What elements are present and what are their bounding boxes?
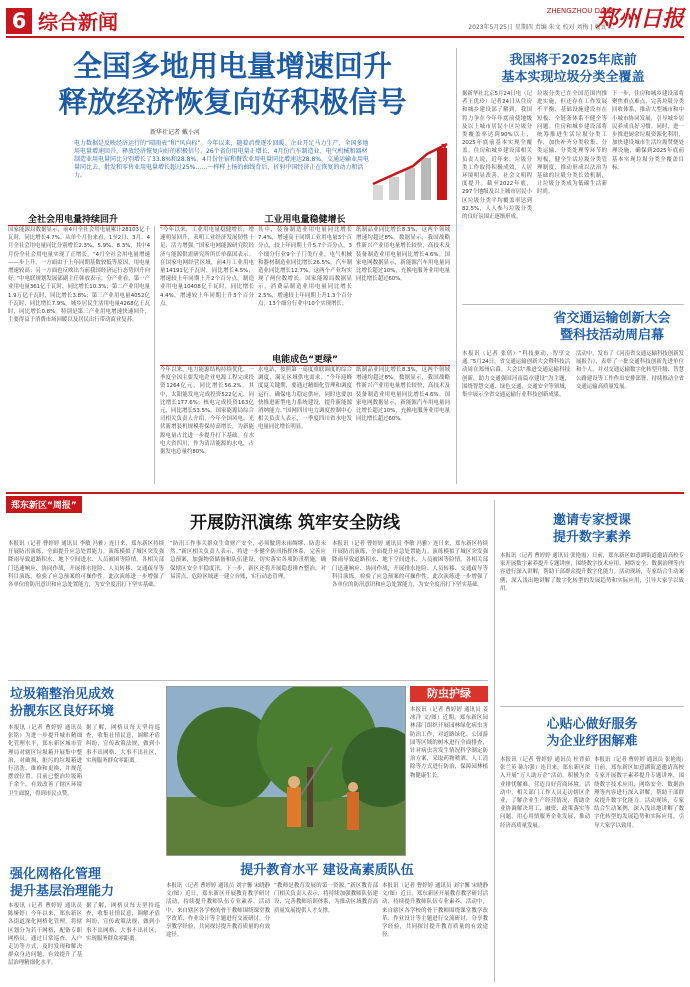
growth-chart-illustration: [365, 140, 453, 205]
right-separator: [500, 706, 684, 707]
grid-column-1: 本报讯（记者 曹婷婷 通讯员 陈娅婷）今年以来，郑东新区各街道深化网格化管理，将辖区划分为若干网格，配备专职网格员，通过日常巡查、入户走访等方式，及时发现和解决群众身边问题，有效提升了基层治理精细化水平。: [8, 903, 82, 967]
sidebar-headline: [462, 52, 684, 86]
garbage-title-line2: 扮靓东区良好环境: [10, 704, 115, 719]
lead-column-6: 水电站，按照第一高度重联调度的综合调度，满足区域供电需求。“今年迎峰度夏关键期，要通过精细化管理和调度运行，确保电力稳定供应，同时也要加快推进新型电力系统建设，提升新能源消纳能力。”国网四川电力调度控制中心相关负责人表示，一季度四川省水电发电量同比增长明显。: [258, 367, 352, 431]
subhead-industry: 工业用电量稳健增长: [160, 212, 450, 226]
garbage-column-2: 据了解，网格员每天坚持巡查，收集社情民意，调解矛盾纠纷，宣传政策法规，做到小事不出网格、大事不出社区，实现服务群众零距离。: [86, 725, 160, 764]
newspaper-logo: 郑州日报: [595, 6, 684, 32]
garbage-column-1: 本报讯（记者 曹婷婷 通讯员 张铭）为进一步提升城市精细化管理水平，郑东新区城市管理局对辖区垃圾箱开展集中整治，对破损、脏污的垃圾箱进行清洗、维修和更换，并规范摆放位置。目前已整治垃圾箱千余个，有效改善了辖区环境卫生面貌，得到市民点赞。: [8, 725, 82, 797]
lead-headline-line1: 全国多地用电量增速回升: [72, 49, 392, 83]
lead-column-3: 其中，装备制造业用电量同比增长7.4%，增速高于同期工业用电量3个百分点，较上年同期上升5.7个百分点，3个细分行业9个子门类行业，电气机械和器材制造业同比增长26.5%，汽车制造业同比增长12.7%，这两个产业均实现了两位数增长。国家能源局数据显示，消费品制造业用电量同比增长2.5%，增速较上年同期上升1.3个百分点，13个细分行业中10个实现增长。: [258, 227, 352, 307]
section-title: 综合新闻: [38, 10, 118, 34]
lead-column-1: 国家能源局数据显示，前4月全社会用电量累计28103亿千瓦时，同比增长4.7%。从单个月份来看，1至2月、3月、4月全社会用电量同比分别增长2.3%、5.9%、8.3%，其中4月份全社会用电量实现了正增长。“4月全社会用电量增速——步上升，一方面由于上年同期基数较低等原因，用电量增速较高；另一方面也反映出当前我国经济运行态势回升向好。”中电联规划发展部副主任韩放表示。分产业看，第一产业用电量361亿千瓦时，同比增长10.3%；第二产业用电量1.9万亿千瓦时，同比增长3.8%；第三产业用电量4052亿千瓦时，同比增长7.9%。城乡居民生活用电量4268亿千瓦时，同比增长0.8%。特别是第三产业用电增速快速回升，主要得益于消费市场回暖以及居民出行带动商业复苏。: [8, 227, 150, 324]
heart-column-1: 本报讯（记者 曹婷婷 通讯员 杜晋茹 张兰英 陈尔强）连日来，郑东新区深入开展“万人助万企”活动，积极为企业排忧解难，营造良好营商环境。活动中，相关部门工作人员走访辖区企业，了解企业生产经营情况，帮助企业协调解决用工、融资、政策落实等问题，用心用情服务企业发展，推动经济高质量发展。: [500, 757, 590, 829]
sidebar2-headline-line2: 暨科技活动周启幕: [559, 328, 664, 343]
heart-title: [500, 716, 684, 750]
lead-headline: [20, 48, 445, 120]
sidebar2-headline-line1: 省交通运输创新大会: [553, 311, 671, 326]
edu-column-2: “教师是教育发展的第一资源。”新区教育部门相关负责人表示，将持续加强教师队伍建设，完善教师培训体系，为推动区域教育高质量发展提供人才支撑。: [274, 883, 378, 914]
news-photo: [166, 686, 406, 856]
heart-title-line1: 心贴心做好服务: [546, 717, 638, 732]
weekly-divider: [494, 500, 495, 982]
photo-illustration: [167, 687, 406, 856]
column-divider: [154, 226, 155, 484]
edu-title: 提升教育水平 建设高素质队伍: [240, 863, 414, 878]
weekly-main-column-1: 本报讯（记者 曹婷婷 通讯员 李敏 冯雅）连日来，郑东新区持续开展防汛演练，全面提升应急处置能力。演练模拟了城区突发强降雨导致道路积水、地下空间进水、人员被困等险情，各相关部门迅速响应、协同作战，开展排水抢险、人员转移、交通疏导等科目演练，检验了应急预案的可操作性。此次演练进一步增强了各单位的防汛意识和应急处置能力，为安全度汛打下坚实基础。: [8, 541, 164, 589]
sidebar2-headline: [540, 310, 684, 344]
sidebar-headline-line2: 基本实现垃圾分类全覆盖: [501, 70, 645, 85]
lead-byline: 新华社记者 戴小河: [150, 129, 200, 136]
expert-title-line1: 邀请专家授课: [552, 513, 631, 528]
weekly-main-title: 开展防汛演练 筑牢安全防线: [190, 513, 400, 533]
flood-tag: 防虫护绿: [410, 686, 488, 702]
grid-title-line2: 提升基层治理能力: [10, 884, 115, 899]
expert-title-line2: 提升数字素养: [552, 530, 631, 545]
sidebar-headline-line1: 我国将于2025年底前: [509, 53, 637, 68]
grid-title: [10, 866, 160, 900]
page-number: 6: [6, 8, 32, 34]
expert-title: [500, 512, 684, 546]
garbage-title-line1: 垃圾箱整治见成效: [10, 687, 115, 702]
subhead-electricity: 全社会用电量持续回升: [8, 212, 138, 226]
edu-column-3: 本报讯（记者 曹婷婷 通讯员 刘宇馨 宋晓静 文/图）近日，郑东新区开展教育教学研讨活动，持续提升教师队伍专业素养。活动中，来自辖区各学校的骨干教师围绕课堂教学改革、作业设计等主题进行交流研讨，分享教学经验，共同探讨提升教育质量的有效途径。: [382, 883, 488, 939]
garbage-title: [10, 686, 160, 720]
lead-column-2: “今年以来，工业用电量稳健增长，增速明显回升，表明工业经济发展韧性十足、活力增强。”国家电网能源研究院经济与能源供需研究所所长单葆国表示。在国家电网经营区域，前4月工业用电量14191亿千瓦时，同比增长4.5%，增速较上年同期上升2个百分点。制造业用电量10408亿千瓦时，同比增长4.4%，增速较上年同期上升3个百分点。: [160, 227, 254, 307]
lead-column-4: 纸制品业同比增长8.3%，这两个领域增速均超过8%。数据显示，我国战略性新兴产业用电量增长较快，高技术及装备制造业用电量同比增长4.6%。国家电网数据显示，新能源汽车用电量同比增长超过10%，充换电服务业用电量同比增长超过60%。: [356, 227, 450, 283]
masthead: [6, 4, 684, 38]
lead-column-7: 纸制品业同比增长8.3%，这两个领域增速均超过8%。数据显示，我国战略性新兴产业用电量增长较快，高技术及装备制造业用电量同比增长4.6%。国家电网数据显示，新能源汽车用电量同比增长超过10%，充换电服务业用电量同比增长超过60%。: [356, 367, 450, 423]
section-rule: [6, 492, 684, 494]
weekly-main-column-2: “防汛工作事关群众生命财产安全，必须做到未雨绸缪、防患未然。”新区相关负责人表示，将进一步健全防汛指挥体系，完善应急预案，加强物资储备和队伍建设，切实落实各项防汛措施，确保辖区安全平稳度汛。下一步，新区还将开展隐患排查整治，对易涝点、危险区域逐一建立台账，实行动态管理。: [170, 541, 326, 580]
expert-text: 本报讯（记者 曹婷婷 通讯员 张艳霞）日前，郑东新区如意湖街道邀请高校专家开展数字素养提升专题讲座，围绕数字技术应用、网络安全、数据治理等内容进行深入讲解，帮助干部群众提升数字化能力。活动现场，专家结合生动案例，深入浅出地讲解了数字化转型的发展趋势和实际应用，引导大家学以致用。: [500, 553, 684, 592]
issue-info: 2023年5月25日 星期四 责编 朱文 校对 刘梅 | 版式 ...: [468, 24, 614, 31]
sidebar-column-2: 垃圾分类已在全国范围内推进实施，但还存在工作发展不平衡、基础设施建设存在短板、全链条体系不健全等问题。住房和城乡建设部将统筹推进生活垃圾分类工作，加快补齐分类收集、分类运输、分类处理等环节的短板，健全生活垃圾分类管理制度，推动形成以法治为基础的垃圾分类长效机制，让垃圾分类成为低碳生活新时尚。: [537, 91, 607, 196]
heart-title-line2: 为企业纾困解难: [546, 734, 638, 749]
subhead-green-power: 电能成色“更绿”: [160, 352, 450, 366]
grid-title-line1: 强化网格化管理: [10, 867, 102, 882]
weekly-separator: [8, 680, 488, 681]
grid-column-2: 据了解，网格员每天坚持巡查，收集社情民意，调解矛盾纠纷，宣传政策法规，做到小事不出网格、大事不出社区，实现服务群众零距离。: [86, 903, 160, 942]
sidebar-column-3: 下一步，住房和城乡建设部将聚焦重点难点，完善垃圾分类回收体系，推动大型城市和中小城市协同发展，引导城乡居民养成良好习惯。同时，进一步推进厨余垃圾资源化利用，加快建设城市生活垃圾焚烧处理设施，确保到2025年底前基本实现垃圾分类全覆盖目标。: [612, 91, 684, 171]
lead-headline-line2: 释放经济恢复向好积极信号: [58, 85, 407, 119]
weekly-main-column-3: 本报讯（记者 曹婷婷 通讯员 李敏 冯雅）连日来，郑东新区持续开展防汛演练，全面提升应急处置能力。演练模拟了城区突发强降雨导致道路积水、地下空间进水、人员被困等险情，各相关部门迅速响应、协同作战，开展排水抢险、人员转移、交通疏导等科目演练，检验了应急预案的可操作性。此次演练进一步增强了各单位的防汛意识和应急处置能力，为安全度汛打下坚实基础。: [332, 541, 488, 589]
sidebar-divider: [456, 48, 457, 484]
flood-text: 本报讯（记者 曹婷婷 通讯员 姜冰洋 文/图）近期，郑东新区园林部门组织开展园林绿化病虫害防治工作，对道路绿化、公园游园等区域的树木进行全面排查，针对病虫害发生情况科学制定防治方案，采取药物喷洒、人工清除等方式进行防治，保障园林植物健康生长。: [410, 707, 488, 779]
sidebar-separator: [462, 304, 684, 305]
sidebar2-column-1: 本报讯（记者 张倩）“科技驱动，智享交通。”5月24日，省交通运输创新大会暨科技活动周在郑州启幕。大会以“推进交通运输科技创新，助力交通强国河南篇章建设”为主题，围绕智慧交通、绿色交通、交通安全等领域，集中展示全省交通运输行业科技创新成果。: [462, 351, 570, 399]
lead-column-5: 今年以来，电力能源结构持续优化，一季度全国主要发电企业电源工程完成投资1264亿元，同比增长56.2%。其中，太阳能发电完成投资522亿元，同比增长177.6%；核电完成投资163亿元，同比增长53.5%。国家能源局综合司相关负责人介绍，今年全国风电、光伏新增装机规模将保持高增长，为新能源电量占比进一步提升打下基础。在水电大省四川，作为清洁能源的水电，占据发电总量约80%。: [160, 367, 254, 456]
sidebar-column-1: 据新华社北京5月24日电（记者王优玲）记者24日从住房和城乡建设部了解到，我国将力争在今年年底前使地级及以上城市居民小区垃圾分类覆盖率达到90%以上，2025年底前基本实现全覆盖。住房和城乡建设部相关负责人说，近年来，垃圾分类工作取得积极成效，人居环境明显改善，社会文明程度提升。截至2022年底，297个地级及以上城市居民小区垃圾分类平均覆盖率达到82.5%，人人参与垃圾分类的良好氛围正逐渐形成。: [462, 91, 532, 221]
lead-summary: 电力数据是反映经济运行的“晴雨表”和“风向标”。今年以来，随着消费逐步回暖、企业开足马力生产，全国多地用电量增速回升，释放经济恢复向好的积极信号。26个省份用电量正增长，4月份汽车制造业、电气机械和器材制造业用电量同比分别增长了33.8%和28.8%，4月份住宿和餐饮业用电量同比增速达28.8%，交通运输业用电量同比去、批发和零售业用电量增长超过25%……一样样上扬的曲线背后，折射中国经济正在恢复的动力和活力。: [70, 136, 375, 206]
newspaper-name-en: ZHENGZHOU DAILY: [546, 7, 614, 15]
edu-column-1: 本报讯（记者 曹婷婷 通讯员 刘宇馨 宋晓静 文/图）近日，郑东新区开展教育教学研讨活动，持续提升教师队伍专业素养。活动中，来自辖区各学校的骨干教师围绕课堂教学改革、作业设计等主题进行交流研讨，分享教学经验，共同探讨提升教育质量的有效途径。: [166, 883, 270, 939]
heart-column-2: 本报讯（记者 曹婷婷 通讯员 张艳霞）日前，郑东新区如意湖街道邀请高校专家开展数字素养提升专题讲座，围绕数字技术应用、网络安全、数据治理等内容进行深入讲解，帮助干部群众提升数字化能力。活动现场，专家结合生动案例，深入浅出地讲解了数字化转型的发展趋势和实际应用，引导大家学以致用。: [594, 757, 684, 829]
sidebar2-column-2: 活动中，发布了《河南省交通运输科技创新发展报告》，表彰了一批交通科技创新先进单位和个人，并对交通运输数字化转型升级、智慧公路建设等工作作出安排部署，持续推动全省交通运输高质量发展。: [576, 351, 684, 390]
weekly-tag: 郑东新区“周报”: [6, 496, 82, 513]
